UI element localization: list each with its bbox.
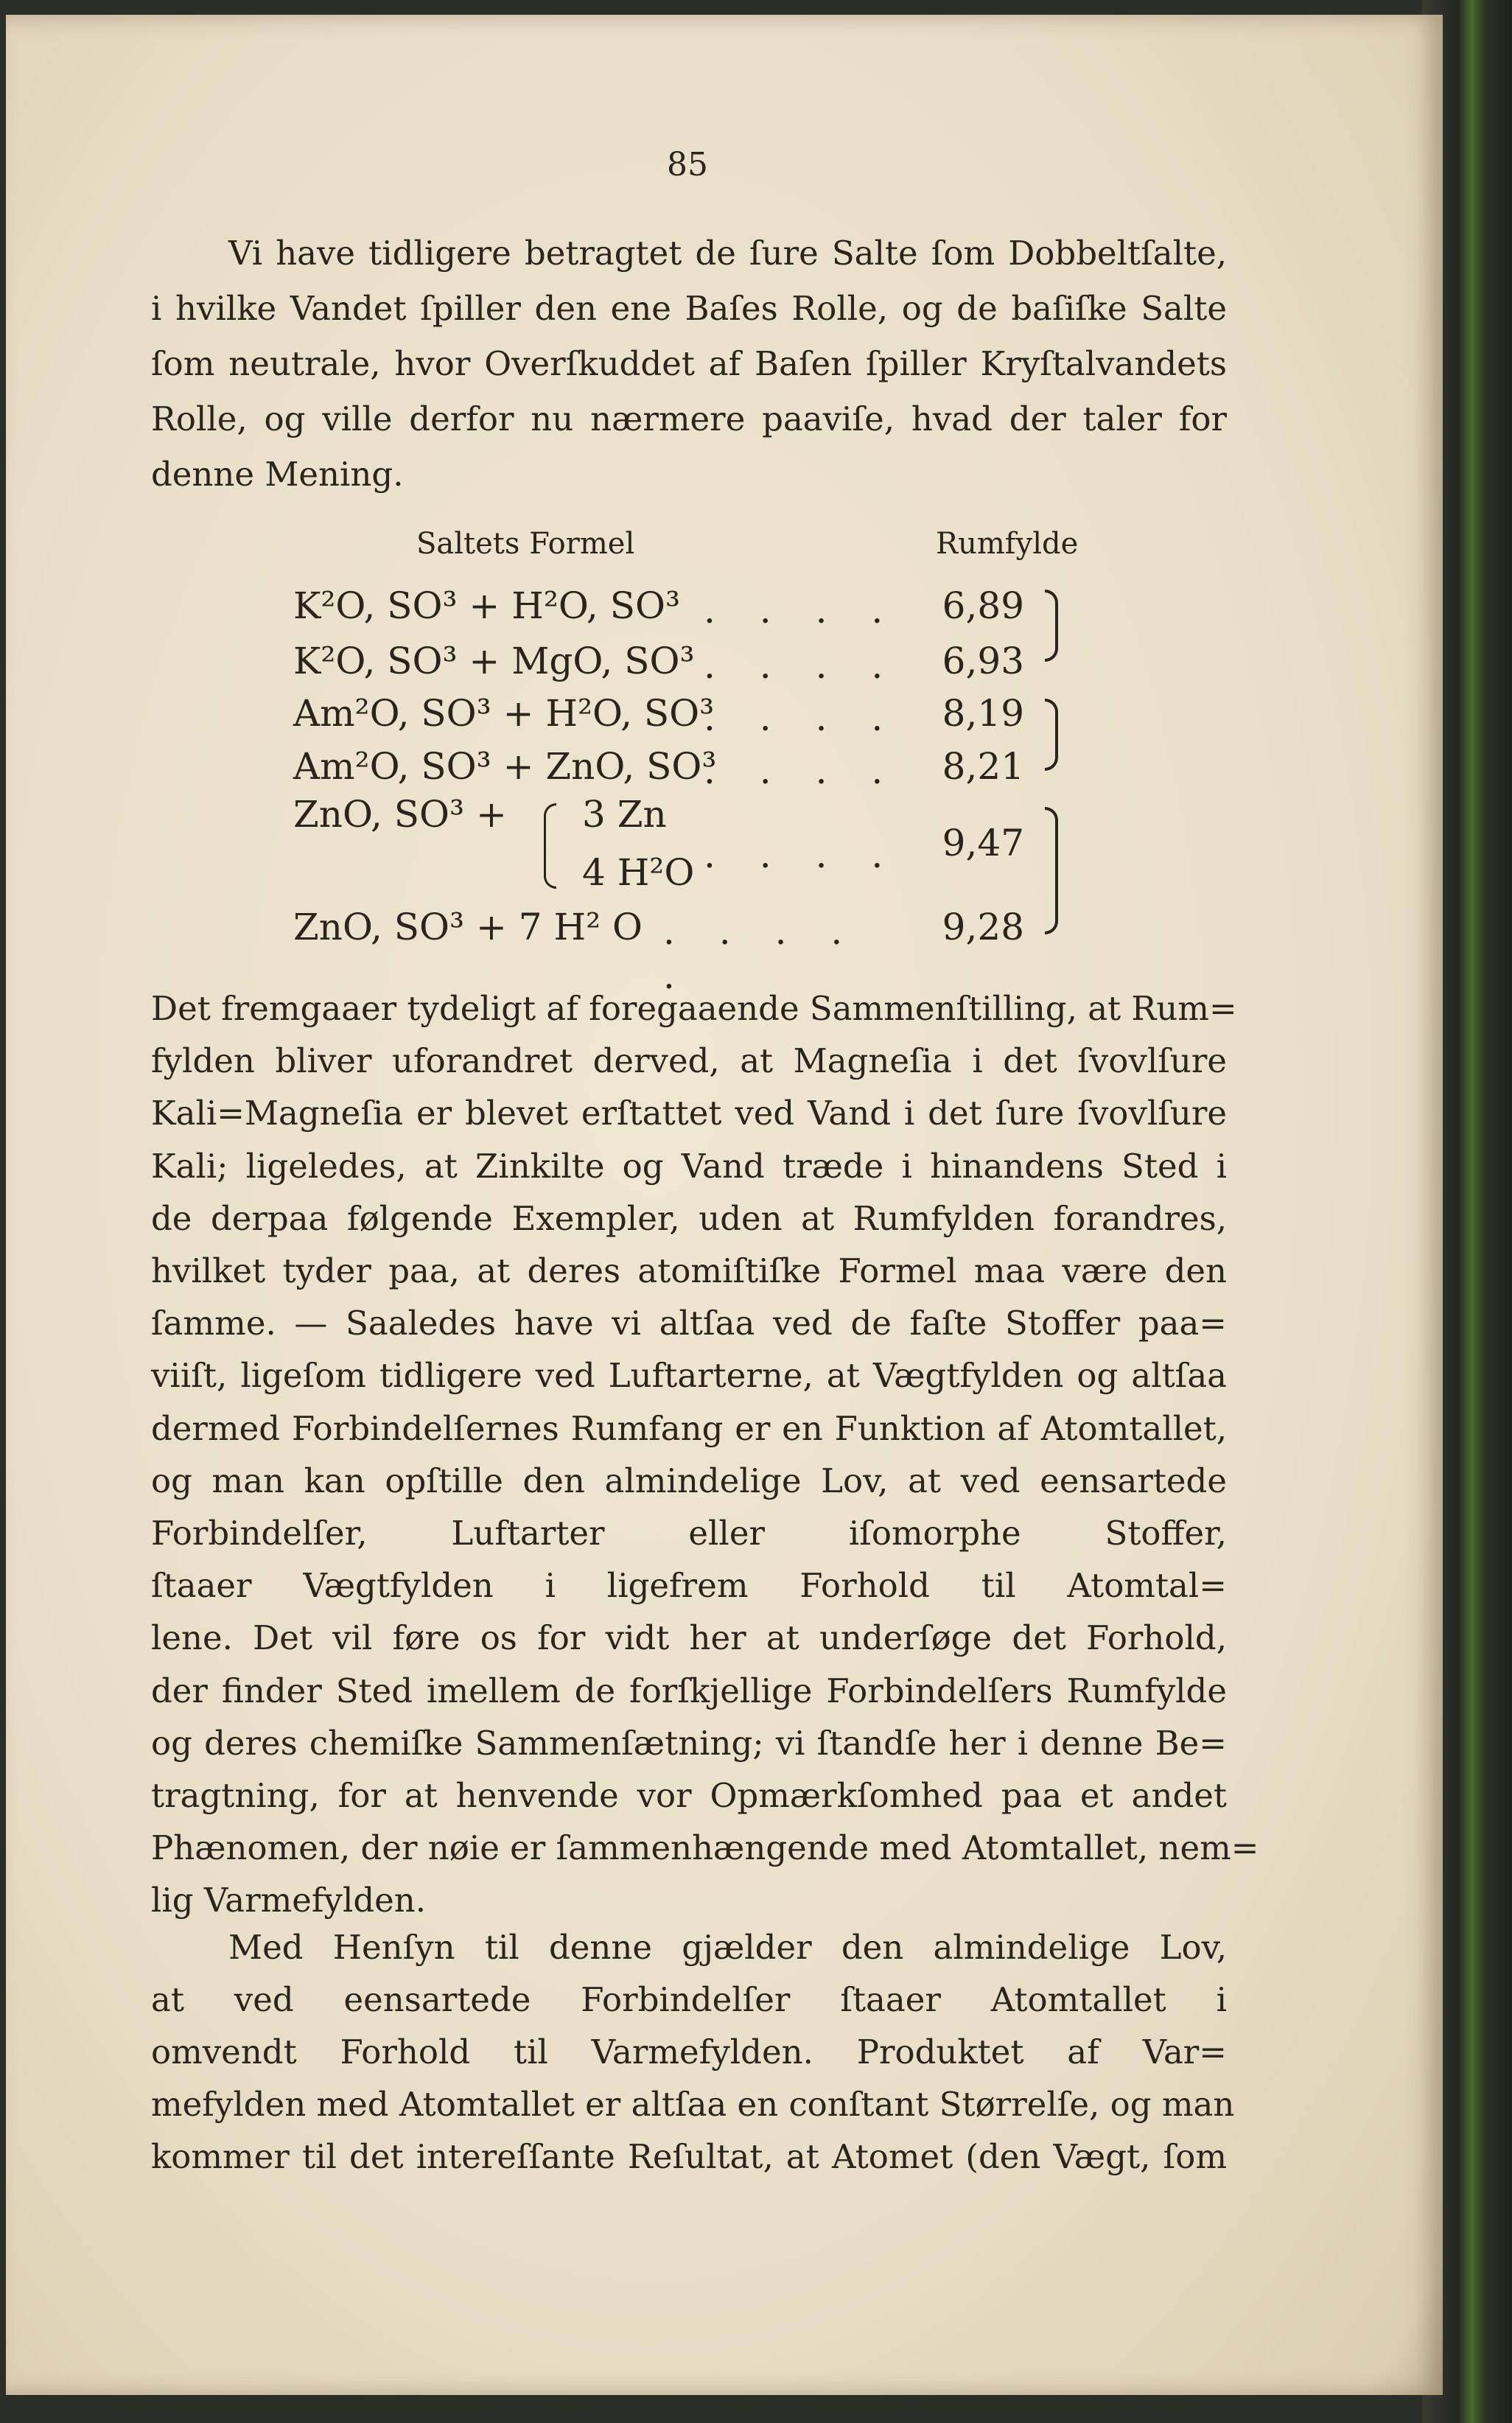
text-line: Det fremgaaer tydeligt af foregaaende Sammenſtilling, at Rum= xyxy=(151,989,1237,1028)
text-line: denne Mening. xyxy=(151,455,404,494)
text-line: ſom neutrale, hvor Overſkuddet af Baſen ſpiller Kryſtalvandets xyxy=(151,344,1227,383)
text-line: i hvilke Vandet ſpiller den ene Baſes Rolle, og de baſiſke Salte xyxy=(151,289,1227,328)
text-line: lene. Det vil føre os for vidt her at underſøge det Forhold, xyxy=(151,1618,1227,1658)
text-line: der finder Sted imellem de forſkjellige Forbindelſers Rumfylde xyxy=(151,1671,1227,1710)
text-line: de derpaa følgende Exempler, uden at Rumfylden forandres, xyxy=(151,1198,1227,1238)
row-formula: ZnO, SO³ + xyxy=(293,793,507,836)
brace-group-2 xyxy=(1045,699,1058,771)
row-leader-dots: . . . . . xyxy=(663,910,859,997)
row-value: 9,28 xyxy=(942,906,1024,948)
page-number: 85 xyxy=(667,146,708,183)
row-leader-dots: . . . . xyxy=(704,589,900,632)
row-value: 9,47 xyxy=(942,822,1024,864)
text-line: og man kan opſtille den almindelige Lov, at ved eensartede xyxy=(151,1461,1227,1500)
row-formula: Am²O, SO³ + H²O, SO³ xyxy=(293,692,715,735)
text-line: mefylden med Atomtallet er altſaa en conſtant Størrelſe, og man xyxy=(151,2085,1235,2125)
row-leader-dots: . . . . xyxy=(704,833,900,876)
text-line: dermed Forbindelſernes Rumfang er en Funktion af Atomtallet, xyxy=(151,1408,1227,1448)
brace-group-3 xyxy=(1045,807,1058,934)
header-formula: Saltets Formel xyxy=(416,527,635,561)
left-brace xyxy=(544,803,556,889)
row-leader-dots: . . . . xyxy=(704,696,900,739)
row-value: 8,21 xyxy=(942,745,1024,788)
text-line: hvilket tyder paa, at deres atomiſtiſke Formel maa være den xyxy=(151,1251,1227,1290)
text-line: lig Varmefylden. xyxy=(151,1881,427,1920)
text-line: Med Henſyn til denne gjælder den almindelige Lov, xyxy=(228,1927,1227,1967)
header-volume: Rumfylde xyxy=(936,527,1079,561)
row-formula: Am²O, SO³ + ZnO, SO³ xyxy=(293,745,717,788)
text-line: Rolle, og ville derfor nu nærmere paaviſe, hvad der taler for xyxy=(151,399,1227,438)
text-line: tragtning, for at henvende vor Opmærkſomhed paa et andet xyxy=(151,1776,1227,1815)
row-leader-dots: . . . . xyxy=(704,749,900,792)
text-line: Vi have tidligere betragtet de ſure Salte ſom Dobbeltſalte, xyxy=(228,234,1227,273)
row-formula: K²O, SO³ + MgO, SO³ xyxy=(293,640,695,682)
text-line: fylden bliver uforandret derved, at Magneſia i det ſvovlſure xyxy=(151,1041,1227,1081)
text-line: ſamme. — Saaledes have vi altſaa ved de faſte Stoffer paa= xyxy=(151,1304,1227,1343)
text-line: Kali; ligeledes, at Zinkilte og Vand træde i hinandens Sted i xyxy=(151,1146,1227,1186)
row-formula: K²O, SO³ + H²O, SO³ xyxy=(293,584,680,627)
row-value: 6,89 xyxy=(942,584,1024,627)
text-line: viiſt, ligeſom tidligere ved Luftarterne, at Vægtfylden og altſaa xyxy=(151,1356,1227,1396)
row-leader-dots: . . . . xyxy=(704,644,900,687)
brace-group-1 xyxy=(1045,590,1058,662)
text-line: omvendt Forhold til Varmefylden. Produktet af Var= xyxy=(151,2032,1227,2071)
text-line: kommer til det intereſſante Reſultat, at Atomet (den Vægt, ſom xyxy=(151,2137,1227,2177)
text-line: at ved eensartede Forbindelſer ſtaaer Atomtallet i xyxy=(151,1979,1227,2019)
text-line: ſtaaer Vægtfylden i ligefrem Forhold til Atomtal= xyxy=(151,1566,1227,1606)
row-formula-part: 4 H²O xyxy=(582,851,695,894)
text-line: Forbindelſer, Luftarter eller iſomorphe Stoffer, xyxy=(151,1514,1227,1553)
text-line: Phænomen, der nøie er ſammenhængende med Atomtallet, nem= xyxy=(151,1828,1259,1868)
row-formula: ZnO, SO³ + 7 H² O xyxy=(293,906,643,948)
text-line: og deres chemiſke Sammenſætning; vi ſtandſe her i denne Be= xyxy=(151,1723,1227,1763)
row-value: 6,93 xyxy=(942,640,1024,682)
row-formula-part: 3 Zn xyxy=(582,793,667,836)
row-value: 8,19 xyxy=(942,692,1024,735)
text-line: Kali=Magneſia er blevet erſtattet ved Vand i det ſure ſvovlſure xyxy=(151,1094,1227,1133)
